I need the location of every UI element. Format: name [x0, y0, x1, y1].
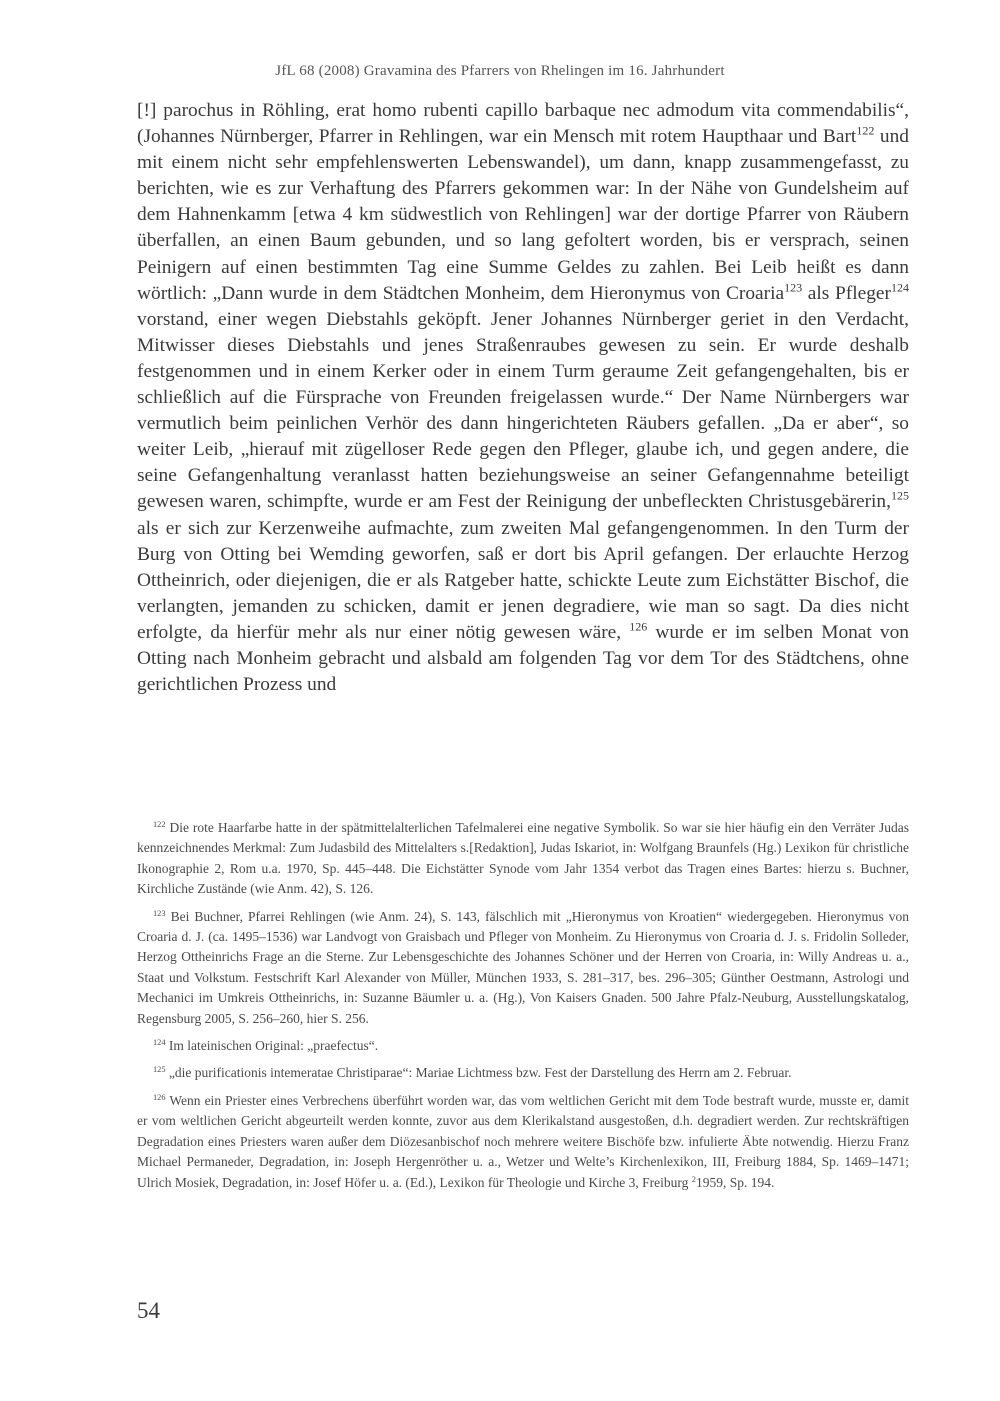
footnotes	[137, 818, 909, 1200]
footnote-number: 125	[153, 1065, 166, 1075]
footnote-number: 123	[153, 908, 166, 918]
footnote-ref-125[interactable]: 125	[890, 488, 909, 503]
running-head: JfL 68 (2008) Gravamina des Pfarrers von Rhelingen im 16. Jahrhundert	[275, 63, 725, 79]
footnote-125	[137, 1063, 909, 1083]
body-segment: [!] parochus in Röhling, erat homo rubenti capillo barbaque nec admodum vita commendabilis“, (Johannes Nürnberger, Pfarrer in Rehlingen, war ein Mensch mit rotem Haupthaar und Bart	[137, 100, 909, 148]
footnote-126	[137, 1091, 909, 1193]
body-segment: und mit einem nicht sehr empfehlenswerten Lebenswandel), um dann, knapp zusammengefasst, zu berichten, wie es zur Verhaftung des Pfarrers gekommen war: In der Nähe von Gundelsheim auf dem Hahnenkamm [etwa 4 km südwestlich von Rehlingen] war der dortige Pfarrer von Räubern überfallen, an einen Baum gebunden, und so lang gefoltert worden, bis er versprach, seinen Peinigern auf einen bestimmten Tag eine Summe Geldes zu zahlen. Bei Leib heißt es dann wörtlich: „Dann wurde in dem Städtchen Monheim, dem Hieronymus von Croaria	[137, 126, 909, 304]
footnote-124	[137, 1036, 909, 1056]
body-segment: vorstand, einer wegen Diebstahls geköpft. Jener Johannes Nürnberger geriet in den Verdacht, Mitwisser dieses Diebstahls und jenes Straßenraubes gewesen zu sein. Er wurde deshalb festgenommen und in einem Kerker oder in einem Turm geraume Zeit gefangengehalten, bis er schließlich auf die Fürsprache von Freunden freigelassen wurde.“ Der Name Nürnbergers war vermutlich beim peinlichen Verhör des dann hingerichteten Räubers gefallen. „Da er aber“, so weiter Leib, „hierauf mit zügelloser Rede gegen den Pfleger, glaube ich, und gegen andere, die seine Gefangenhaltung veranlasst hatten beziehungsweise an seiner Gefangennahme beteiligt gewesen waren, schimpfte, wurde er am Fest der Reinigung der unbefleckten Christusgebärerin,	[137, 308, 909, 513]
page-number: 54	[137, 1298, 160, 1323]
footnote-number: 124	[153, 1037, 166, 1047]
body-segment: als er sich zur Kerzenweihe aufmachte, zum zweiten Mal gefangengenommen. In den Turm der Burg von Otting bei Wemding geworfen, saß er dort bis April gefangen. Der erlauchte Herzog Ottheinrich, oder diejenigen, die er als Ratgeber hatte, schickte Leute zum Eichstätter Bischof, die verlangten, jemanden zu schicken, damit er jenen degradiere, wie man so sagt. Da dies nicht erfolgte, da hierfür mehr als nur einer nötig gewesen wäre,	[137, 517, 909, 643]
body-paragraph	[137, 98, 909, 698]
footnote-text: Bei Buchner, Pfarrei Rehlingen (wie Anm. 24), S. 143, fälschlich mit „Hieronymus von Kroatien“ wiedergegeben. Hieronymus von Croaria d. J. (ca. 1495–1536) war Landvogt von Graisbach und Pfleger von Monheim. Zu Hieronymus von Croaria d. J. s. Fridolin Solleder, Herzog Ottheinrichs Frage an die Sterne. Zur Lebensgeschichte des Johannes Schöner und der Herren von Croaria, in: Willy Andreas u. a., Staat und Volkstum. Festschrift Karl Alexander von Müller, München 1933, S. 281–317, bes. 296–305; Günther Oestmann, Astrologi und Mechanici im Umkreis Ottheinrichs, in: Suzanne Bäumler u. a. (Hg.), Von Kaisers Gnaden. 500 Jahre Pfalz-Neuburg, Ausstellungskatalog, Regensburg 2005, S. 256–260, hier S. 256.	[137, 908, 909, 1026]
footnote-number: 122	[153, 819, 166, 829]
footnote-text: Im lateinischen Original: „praefectus“.	[165, 1038, 379, 1054]
footnote-ref-123[interactable]: 123	[784, 280, 803, 295]
footnote-text: „die purificationis intemeratae Christiparae“: Mariae Lichtmess bzw. Fest der Darstellung des Herrn am 2. Februar.	[165, 1065, 792, 1081]
edition-superscript: 2	[691, 1174, 696, 1184]
footnote-number: 126	[153, 1092, 166, 1102]
footnote-122	[137, 818, 909, 900]
footnote-text: Die rote Haarfarbe hatte in der spätmittelalterlichen Tafelmalerei eine negative Symbolik. So war sie hier häufig ein den Verräter Judas kennzeichnendes Merkmal: Zum Judasbild des Mittelalters s.[Redaktion], Judas Iskariot, in: Wolfgang Braunfels (Hg.) Lexikon für christliche Ikonographie 2, Rom u.a. 1970, Sp. 445–448. Die Eichstätter Synode vom Jahr 1354 verbot das Tragen eines Bartes: hierzu s. Buchner, Kirchliche Zustände (wie Anm. 42), S. 126.	[137, 820, 909, 897]
footnote-ref-124[interactable]: 124	[890, 280, 909, 295]
footnote-ref-126[interactable]: 126	[629, 619, 648, 634]
footnote-123	[137, 907, 909, 1029]
main-text	[137, 98, 909, 698]
body-segment: wurde er im selben Monat von Otting nach Monheim gebracht und alsbald am folgenden Tag vor dem Tor des Städtchens, ohne gerichtlichen Prozess und	[137, 621, 909, 696]
footnote-text: 1959, Sp. 194.	[695, 1174, 775, 1190]
footnote-ref-122[interactable]: 122	[856, 123, 875, 138]
footnote-text: Wenn ein Priester eines Verbrechens überführt worden war, das vom weltlichen Gericht mit dem Tode bestraft wurde, musste er, damit er vom weltlichen Gericht abgeurteilt werden konnte, zuvor aus dem Klerikalstand ausgestoßen, d.h. degradiert werden. Zur rechtskräftigen Degradation eines Priesters waren außer dem Diözesanbischof noch mehrere weitere Bischöfe bzw. infulierte Äbte notwendig. Hierzu Franz Michael Permaneder, Degradation, in: Joseph Hergenröther u. a., Wetzer und Welte’s Kirchenlexikon, III, Freiburg 1884, Sp. 1469–1471; Ulrich Mosiek, Degradation, in: Josef Höfer u. a. (Ed.), Lexikon für Theologie und Kirche 3, Freiburg	[137, 1092, 909, 1190]
body-segment: als Pfleger	[802, 282, 891, 304]
